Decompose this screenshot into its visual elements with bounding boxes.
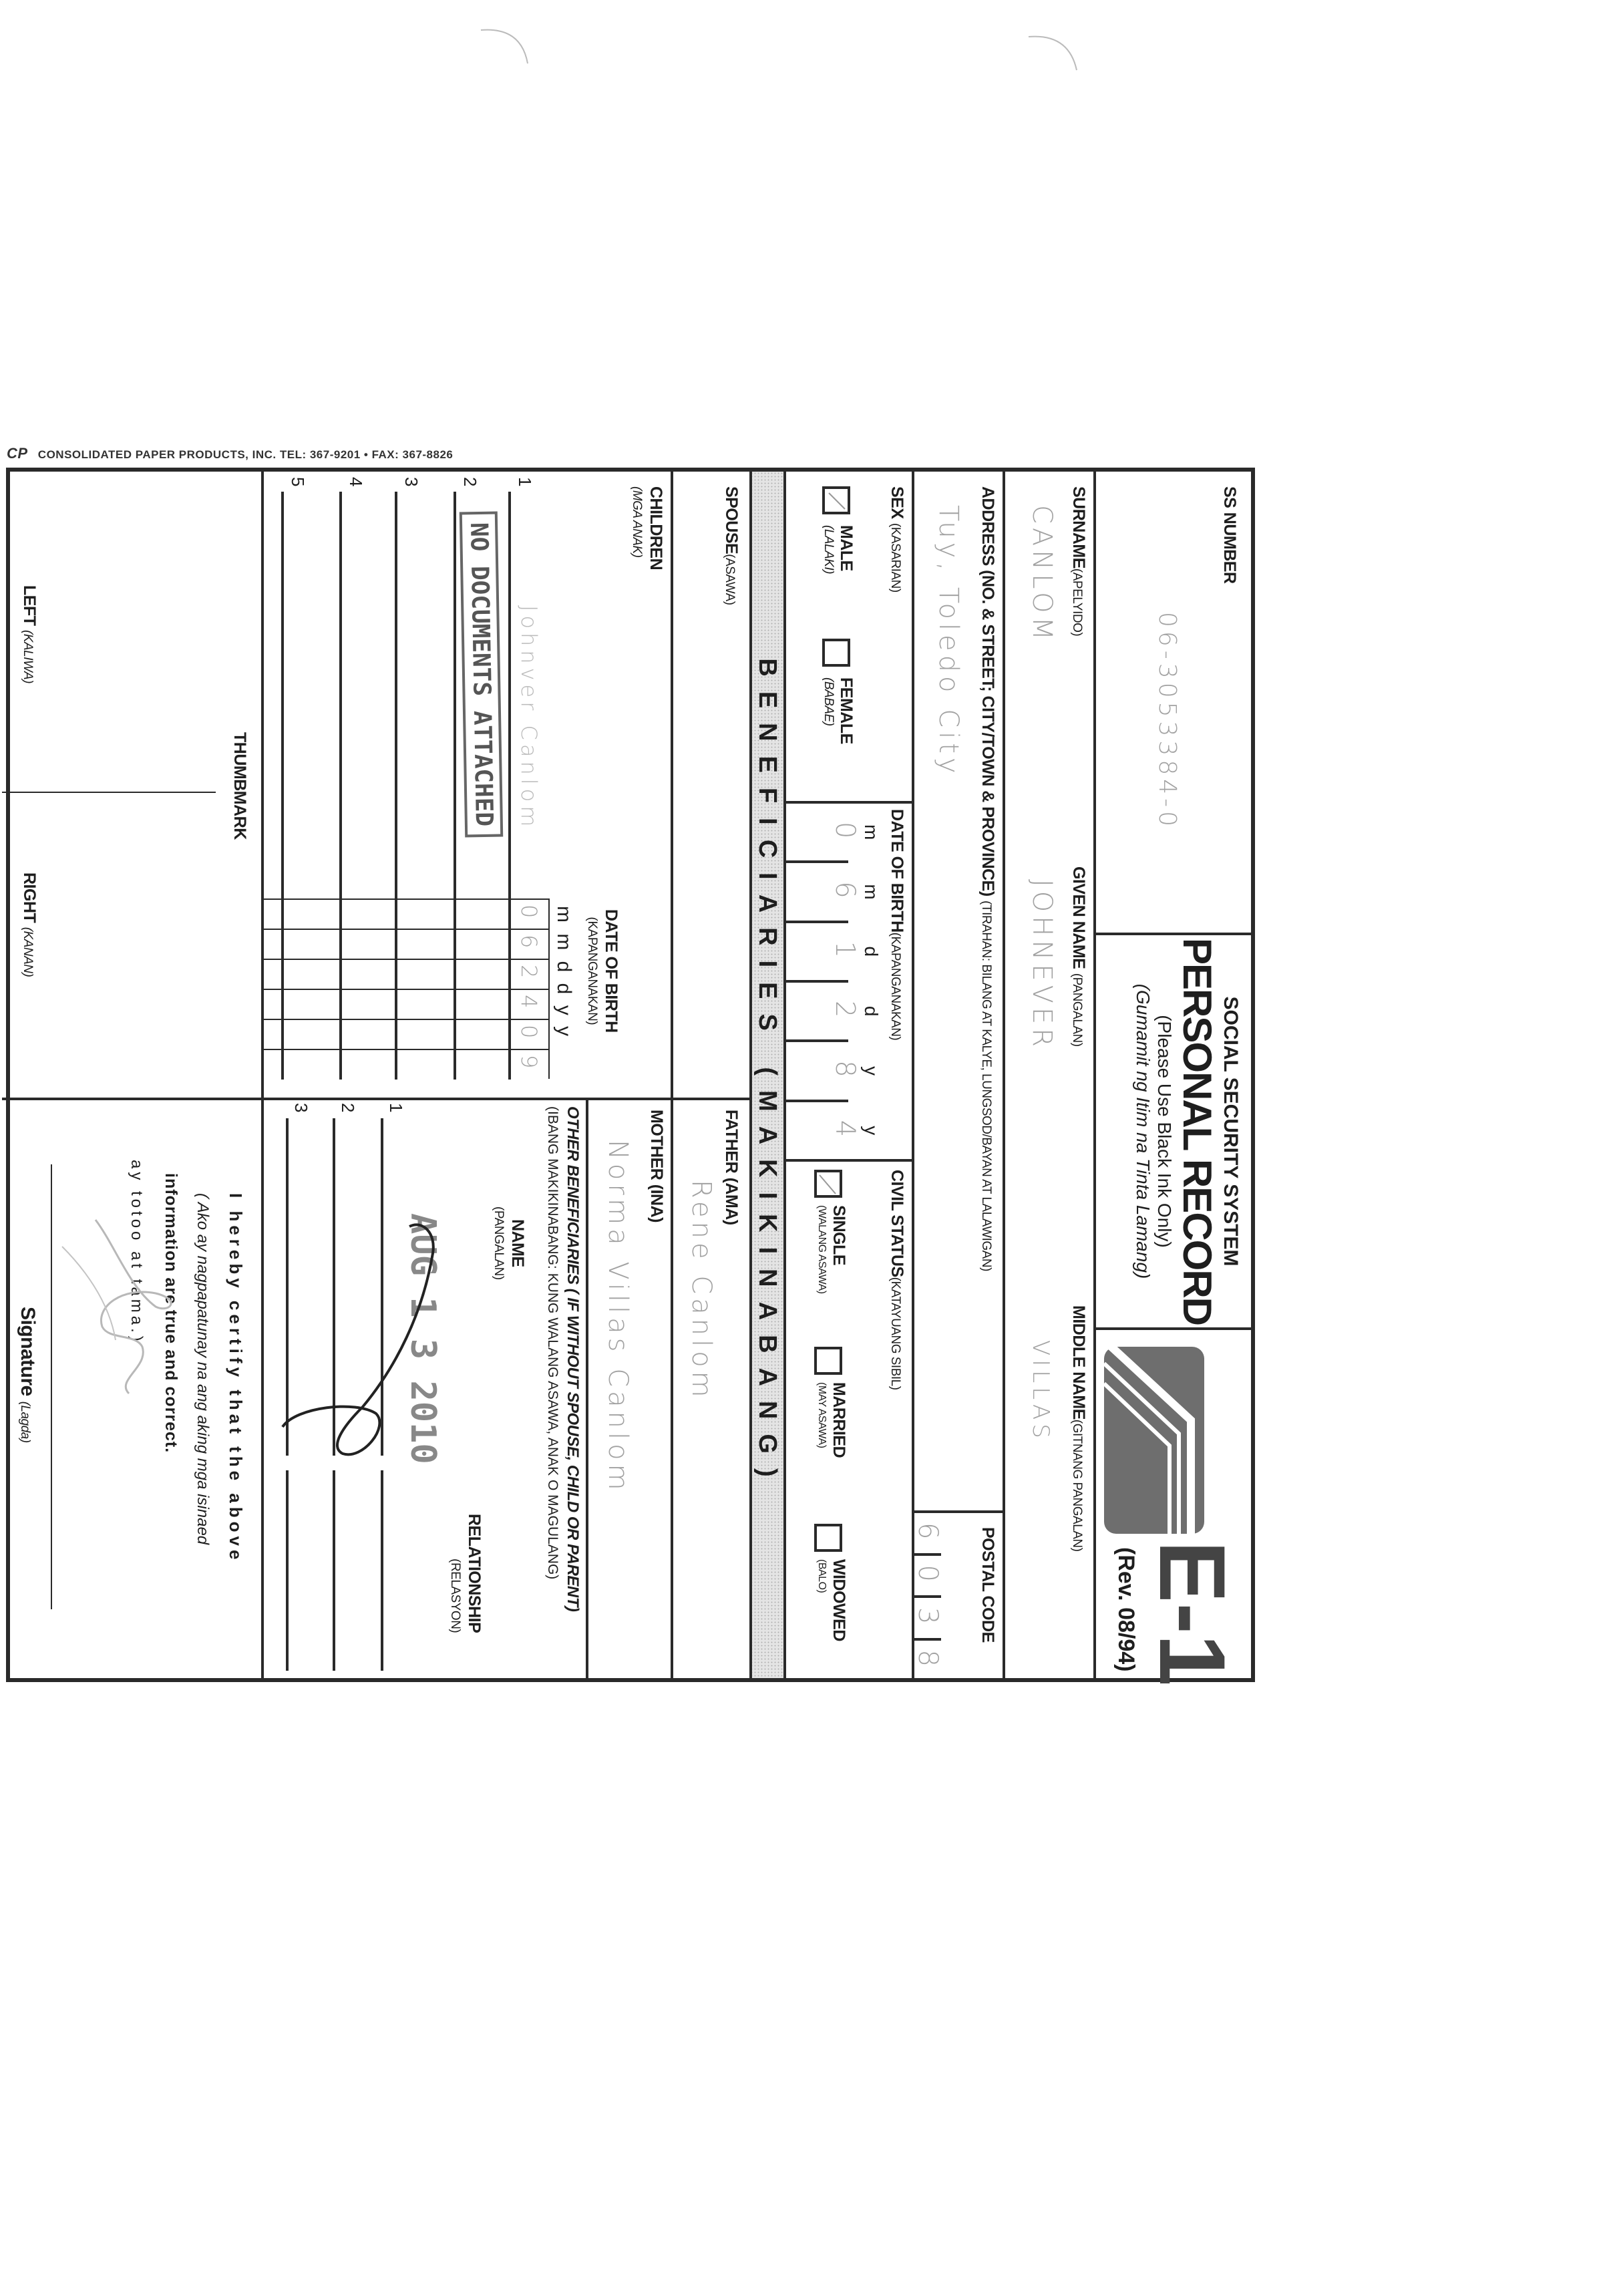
- dob-grid-divider: [264, 1019, 550, 1020]
- child-dob-digit[interactable]: 9: [516, 1055, 542, 1069]
- surname-label: SURNAME(APELYIDO): [1069, 486, 1088, 637]
- punch-hole-marks: [0, 0, 1609, 134]
- form-code: E-1: [1140, 1540, 1245, 1686]
- revision: (Rev. 08/94): [1113, 1547, 1139, 1672]
- certification-line-4: ay totoo at tama.): [128, 1160, 146, 1345]
- middle-name-field[interactable]: VILLAS: [1027, 1340, 1054, 1442]
- other-beneficiaries-sub: (IBANG MAKIKINABANG: KUNG WALANG ASAWA, ANAK O MAGULANG): [545, 1106, 560, 1580]
- printer-imprint: [7, 445, 453, 462]
- child-name-field[interactable]: Johnver Canlom: [516, 605, 542, 831]
- no-documents-stamp: NO DOCUMENTS ATTACHED: [460, 512, 503, 838]
- child-row-line: [395, 492, 397, 1080]
- title-block: [1132, 935, 1242, 1327]
- child-row-number: 1: [515, 477, 535, 487]
- child-dob-digit[interactable]: 0: [516, 905, 542, 919]
- sss-e1-form: [6, 468, 1255, 1686]
- agency-name: SOCIAL SECURITY SYSTEM: [1220, 996, 1242, 1267]
- postal-code-field[interactable]: 6 0 3 8: [914, 1513, 957, 1680]
- sss-logo-icon: [1104, 1347, 1204, 1534]
- dob-field[interactable]: m 0 m 6 d 1 d 2 y 8 y 4: [786, 804, 885, 1159]
- male-checkbox[interactable]: [822, 486, 850, 514]
- ss-number-label: SS NUMBER: [1220, 486, 1239, 584]
- widowed-checkbox[interactable]: [814, 1524, 842, 1552]
- child-row-number: 3: [401, 477, 421, 487]
- male-label: MALE (LALAKI): [822, 525, 856, 575]
- form-title: PERSONAL RECORD: [1175, 938, 1220, 1325]
- printer-text: CONSOLIDATED PAPER PRODUCTS, INC. TEL: 367-9201 • FAX: 367-8826: [37, 448, 454, 461]
- female-label: FEMALE (BABAE): [822, 677, 856, 744]
- given-name-label: GIVEN NAME (PANGALAN): [1069, 866, 1088, 1047]
- child-row-line: [281, 492, 284, 1080]
- other-row-number: 3: [291, 1103, 311, 1113]
- thumbmark-label: THUMBMARK: [230, 732, 249, 840]
- other-relationship-line[interactable]: [381, 1470, 383, 1671]
- single-label: SINGLE (WALANG ASAWA): [816, 1205, 848, 1294]
- widowed-label: WIDOWED (BALO): [816, 1559, 848, 1641]
- other-relationship-line[interactable]: [333, 1470, 335, 1671]
- given-name-field[interactable]: JOHNEVER: [1027, 879, 1057, 1051]
- other-row-number: 1: [386, 1103, 406, 1113]
- name-column-header: NAME (PANGALAN): [492, 1206, 527, 1280]
- other-relationship-line[interactable]: [286, 1470, 289, 1671]
- child-dob-digit[interactable]: 4: [516, 995, 542, 1009]
- married-label: MARRIED (MAY ASAWA): [816, 1382, 848, 1458]
- father-label: FATHER (AMA): [722, 1110, 741, 1225]
- mother-field[interactable]: Norma Villas Canlom: [602, 1140, 633, 1494]
- child-row-line: [454, 492, 456, 1080]
- child-dob-digit[interactable]: 0: [516, 1025, 542, 1039]
- child-row-number: 4: [346, 477, 366, 487]
- right-thumb-label: RIGHT (KANAN): [20, 872, 39, 977]
- child-dob-digit[interactable]: 2: [516, 965, 542, 979]
- left-thumb-label: LEFT (KALIWA): [20, 585, 39, 684]
- child-row-number: 5: [288, 477, 308, 487]
- other-beneficiaries-label: OTHER BENEFICIARIES ( IF WITHOUT SPOUSE, CHILD OR PARENT): [564, 1106, 582, 1612]
- date-received-stamp: AUG 1 3 2010: [403, 1213, 443, 1464]
- civil-status-label: CIVIL STATUS(KATAYUANG SIBIL): [888, 1170, 906, 1390]
- dob-label: DATE OF BIRTH(KAPANGANAKAN): [888, 809, 906, 1041]
- middle-name-label: MIDDLE NAME(GITNANG PANGALAN): [1069, 1305, 1088, 1552]
- signature-stroke-mark: [276, 1206, 436, 1487]
- female-checkbox[interactable]: [822, 639, 850, 667]
- children-label: CHILDREN (MGA ANAK): [630, 486, 665, 570]
- certification-line-2: ( Ako ay nagpapatunay na ang aking mga isinaed: [194, 1193, 212, 1545]
- member-signature[interactable]: [49, 1206, 196, 1420]
- mother-label: MOTHER (INA): [647, 1110, 666, 1222]
- dob-grid-divider: [264, 898, 550, 900]
- children-dob-label: DATE OF BIRTH (KAPANGANAKAN): [585, 909, 620, 1033]
- surname-field[interactable]: CANLOM: [1027, 505, 1057, 645]
- ink-instruction-filipino: (Gumamit ng Itim na Tinta Lamang): [1133, 983, 1153, 1279]
- child-row-line: [339, 492, 342, 1080]
- certification-line-3: information are true and correct.: [162, 1173, 180, 1454]
- dob-grid-top: [548, 898, 550, 1079]
- beneficiaries-banner: BENEFICIARIES (MAKIKINABANG): [749, 472, 786, 1678]
- child-row-line: [508, 492, 511, 1080]
- signature-label: Signature (Lagda): [17, 1307, 39, 1443]
- dob-grid-divider: [264, 929, 550, 930]
- address-field[interactable]: Tuy, Toledo City: [933, 505, 964, 778]
- certification-line-1: I hereby certify that the above: [226, 1193, 246, 1564]
- children-dob-format: m m d d y y: [553, 906, 575, 1039]
- relationship-column-header: RELATIONSHIP (RELASYON): [448, 1514, 484, 1633]
- address-label: ADDRESS (NO. & STREET; CITY/TOWN & PROVINCE) (TIRAHAN: BILANG AT KALYE, LUNGSOD/BAYAN AT LALAWIGAN): [978, 486, 997, 1271]
- dob-grid-divider: [264, 1049, 550, 1050]
- ink-instruction: (Please Use Black Ink Only): [1154, 1015, 1175, 1248]
- father-field[interactable]: Rene Canlom: [686, 1180, 717, 1402]
- postal-code-label: POSTAL CODE: [978, 1527, 997, 1643]
- printer-logo: CP: [7, 445, 28, 462]
- ss-number-value[interactable]: 06-3053384-0: [1153, 612, 1181, 831]
- child-row-number: 2: [460, 477, 480, 487]
- single-checkbox[interactable]: [814, 1170, 842, 1198]
- married-checkbox[interactable]: [814, 1347, 842, 1375]
- dob-grid-divider: [264, 959, 550, 960]
- spouse-label: SPOUSE(ASAWA): [722, 486, 741, 605]
- sex-label: SEX (KASARIAN): [888, 486, 906, 593]
- dob-grid-divider: [264, 989, 550, 990]
- child-dob-digit[interactable]: 6: [516, 935, 542, 949]
- other-row-number: 2: [338, 1103, 358, 1113]
